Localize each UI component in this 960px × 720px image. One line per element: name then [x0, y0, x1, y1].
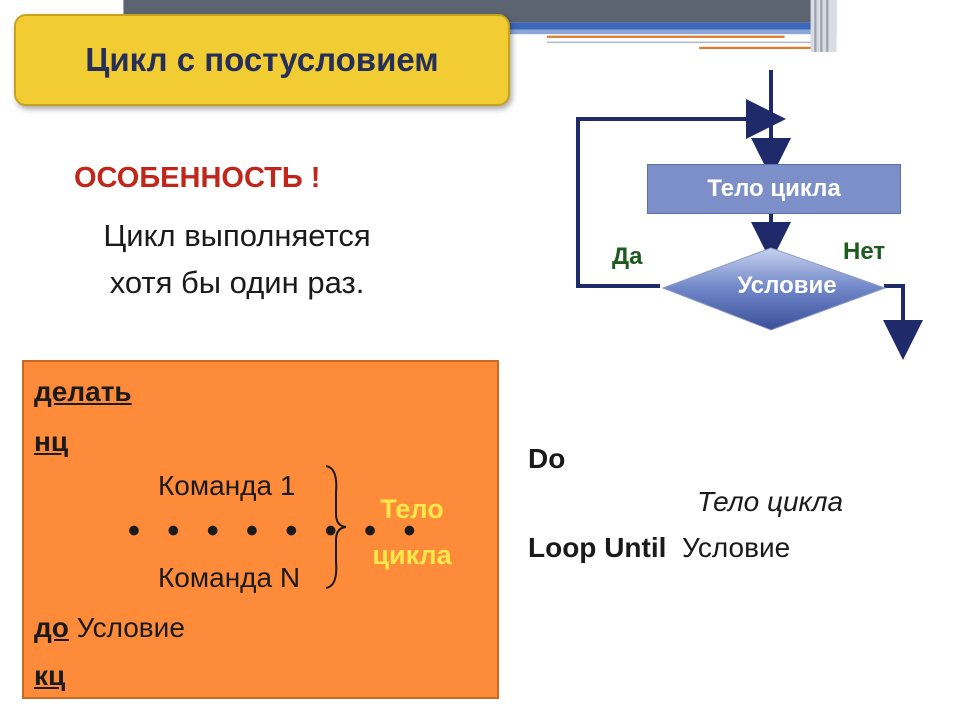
flow-condition-label: Условие [737, 272, 837, 299]
body-label-line-1: Тело [380, 494, 444, 524]
pseudocode-until-condition: Условие [68, 612, 185, 643]
pseudocode-dots: • • • • • • • • [128, 512, 425, 550]
flow-yes-label: Да [612, 243, 643, 270]
pseudocode-until-keyword: до [34, 612, 69, 643]
slide-title: Цикл с постусловием [85, 41, 439, 78]
body-label-line-2: цикла [372, 540, 452, 570]
vb-loop-until [528, 532, 790, 564]
pseudocode-body-label [352, 486, 472, 578]
vb-condition: Условие [681, 532, 791, 563]
vb-loop-until-keyword: Loop Until [528, 532, 667, 563]
vb-body: Тело цикла [697, 486, 844, 517]
pseudocode-command-last: Команда N [158, 562, 301, 593]
pseudocode-until [34, 612, 185, 644]
feature-line-1: Цикл выполняется [103, 218, 371, 253]
vb-do: Do [528, 443, 566, 474]
feature-heading: ОСОБЕННОСТЬ ! [74, 162, 321, 194]
flow-body-box [647, 164, 901, 214]
pseudocode-command-first: Команда 1 [158, 470, 296, 501]
pseudocode-do: делать [34, 376, 132, 407]
feature-line-2: хотя бы один раз. [109, 265, 365, 300]
pseudocode-end: кц [34, 660, 66, 691]
flow-no-label: Нет [843, 238, 886, 265]
flow-body-label: Тело цикла [707, 175, 841, 202]
pseudocode-begin: нц [34, 426, 69, 457]
flow-no-exit-line [884, 286, 903, 340]
brace-icon [322, 462, 352, 592]
